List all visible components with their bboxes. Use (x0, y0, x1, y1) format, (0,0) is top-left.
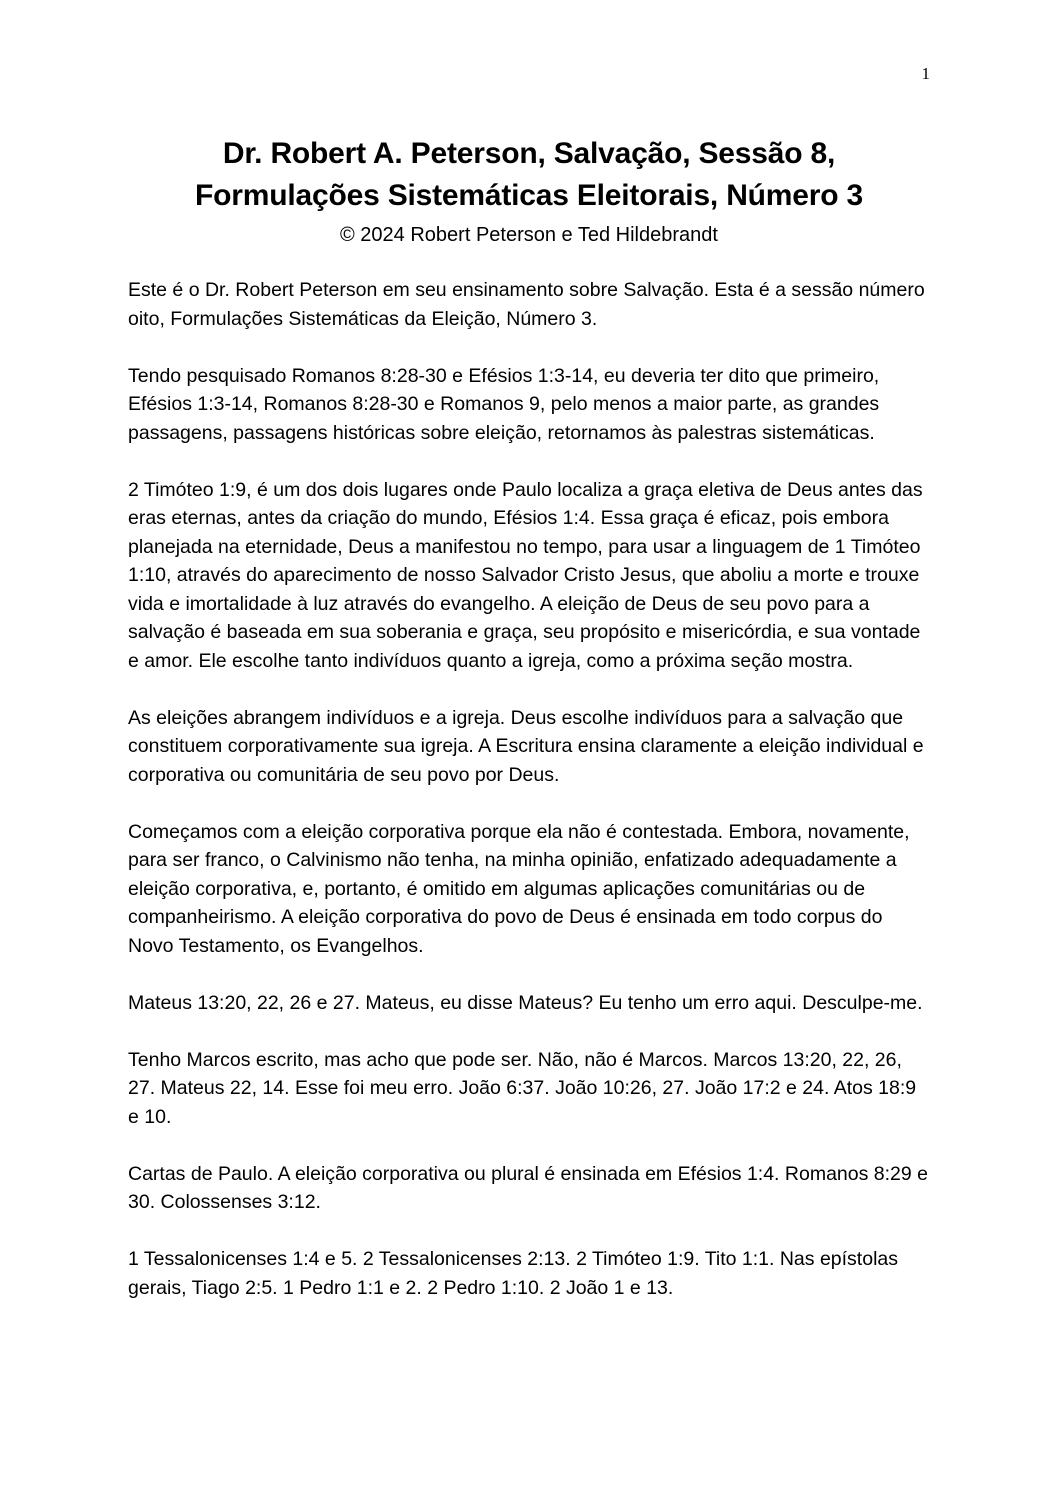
paragraph: 1 Tessalonicenses 1:4 e 5. 2 Tessalonicenses 2:13. 2 Timóteo 1:9. Tito 1:1. Nas epístolas gerais, Tiago 2:5. 1 Pedro 1:1 e 2. 2 Pedro 1:10. 2 João 1 e 13. (128, 1248, 898, 1299)
paragraph: Começamos com a eleição corporativa porque ela não é contestada. Embora, novamente, para ser franco, o Calvinismo não tenha, na minha opinião, enfatizado adequadamente a eleição corporativa, e, portanto, é omitido em algumas aplicações comunitárias ou de companheirismo. A eleição corporativa do povo de Deus é ensinada em todo corpus do Novo Testamento, os Evangelhos. (128, 820, 910, 957)
title-line-1: Dr. Robert A. Peterson, Salvação, Sessão 8, (222, 137, 836, 170)
page-number: 1 (921, 64, 930, 83)
paragraph: 2 Timóteo 1:9, é um dos dois lugares onde Paulo localiza a graça eletiva de Deus antes das eras eternas, antes da criação do mundo, Efésios 1:4. Essa graça é eficaz, pois embora planejada na eternidade, Deus a manifestou no tempo, para usar a linguagem de 1 Timóteo 1:10, através do aparecimento de nosso Salvador Cristo Jesus, que aboliu a morte e trouxe vida e imortalidade à luz através do evangelho. A eleição de Deus de seu povo para a salvação é baseada em sua soberania e graça, seu propósito e misericórdia, e sua vontade e amor. Ele escolhe tanto indivíduos quanto a igreja, como a próxima seção mostra. (128, 478, 923, 672)
paragraph: As eleições abrangem indivíduos e a igreja. Deus escolhe indivíduos para a salvação que constituem corporativamente sua igreja. A Escritura ensina claramente a eleição individual e corporativa ou comunitária de seu povo por Deus. (128, 706, 924, 786)
document-body (128, 276, 928, 1331)
paragraph: Tenho Marcos escrito, mas acho que pode ser. Não, não é Marcos. Marcos 13:20, 22, 26, 27. Mateus 22, 14. Esse foi meu erro. João 6:37. João 10:26, 27. João 17:2 e 24. Atos 18:9 e 10. (128, 1048, 917, 1128)
title-line-2: Formulações Sistemáticas Eleitorais, Número 3 (195, 179, 863, 212)
paragraph: Mateus 13:20, 22, 26 e 27. Mateus, eu disse Mateus? Eu tenho um erro aqui. Desculpe-me. (128, 991, 923, 1014)
paragraph: Tendo pesquisado Romanos 8:28-30 e Efésios 1:3-14, eu deveria ter dito que primeiro, Efésios 1:3-14, Romanos 8:28-30 e Romanos 9, pelo menos a maior parte, as grandes passagens, passagens históricas sobre eleição, retornamos às palestras sistemáticas. (128, 364, 880, 444)
paragraph: Este é o Dr. Robert Peterson em seu ensinamento sobre Salvação. Esta é a sessão número oito, Formulações Sistemáticas da Eleição, Número 3. (128, 279, 925, 330)
paragraph: Cartas de Paulo. A eleição corporativa ou plural é ensinada em Efésios 1:4. Romanos 8:29 e 30. Colossenses 3:12. (128, 1162, 928, 1213)
document-title (0, 133, 1058, 217)
copyright-line: © 2024 Robert Peterson e Ted Hildebrandt (340, 224, 718, 246)
